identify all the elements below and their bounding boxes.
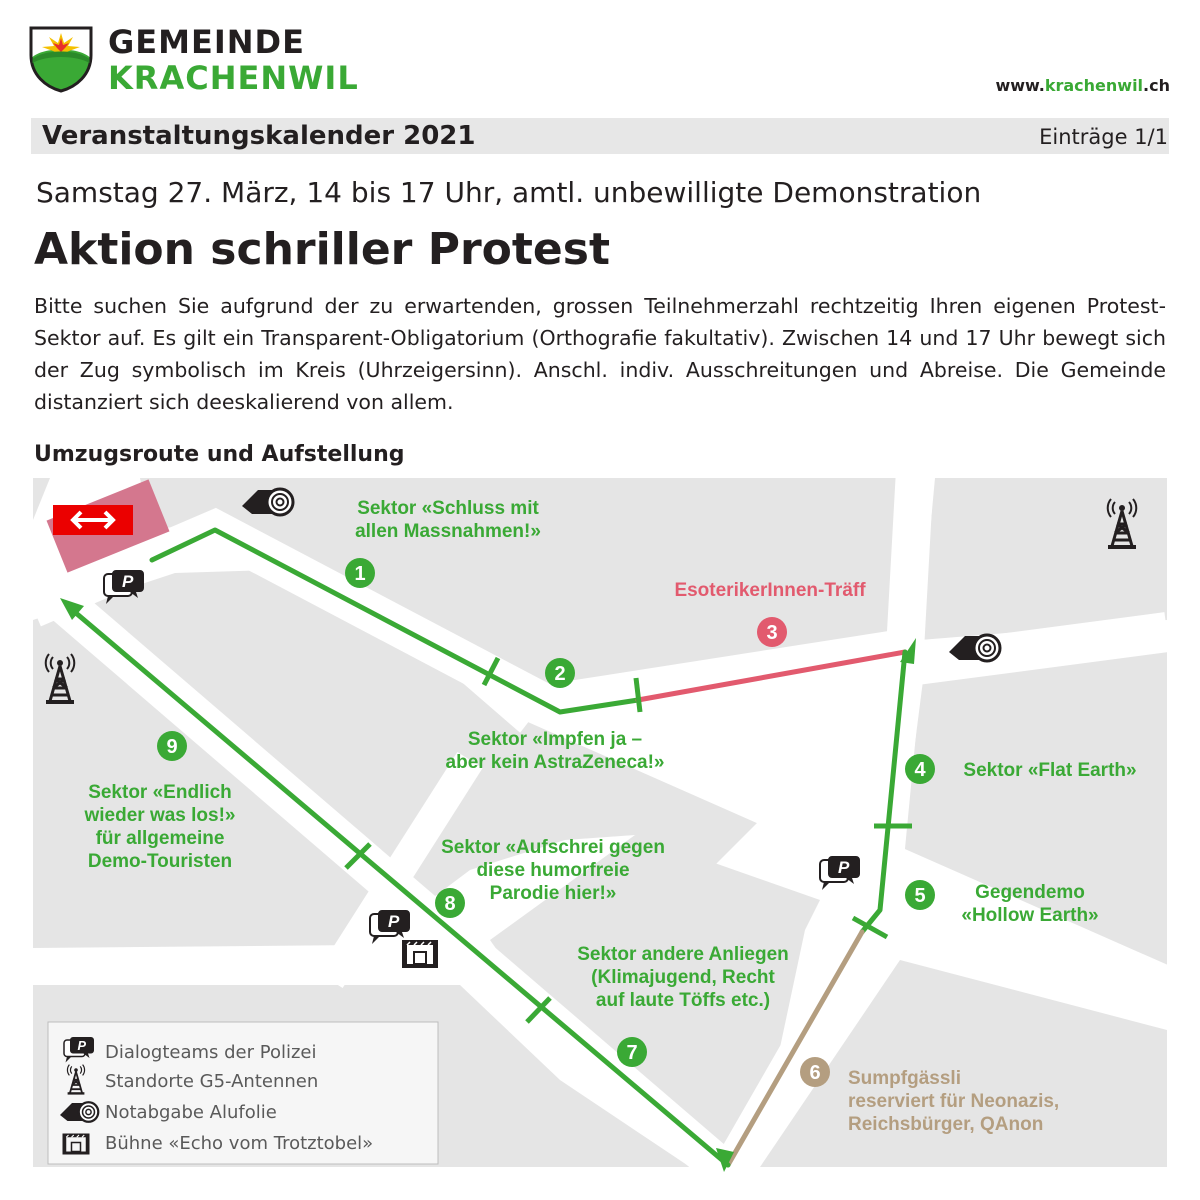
sector-1-number: 1	[354, 563, 366, 585]
sector-3-number: 3	[766, 622, 778, 644]
website-suffix: .ch	[1143, 76, 1170, 95]
map-legend	[48, 1022, 438, 1164]
police-dialog-icon	[370, 910, 410, 944]
sector-7-number: 7	[626, 1042, 638, 1064]
entry-counter: Einträge 1/1	[1039, 125, 1168, 149]
sector-6-label-line: Sumpfgässli	[848, 1068, 961, 1089]
sector-8-label-line: Sektor «Aufschrei gegen	[441, 837, 665, 858]
route-map: P 123456789 Sektor «Schluss mit allen Massnahmen!»Sektor «Impfen ja – aber kein AstraZeneca!»EsoterikerInnen-TräffSektor «Flat Earth»Gegendemo «Hollow Earth»Sumpfgässli reserviert für Neonazis, Reichsbürger, QAnonSektor andere Anliegen (Klimajugend, Recht auf laute Töffs etc.)Sektor «Aufschrei gegen diese humorfreie Parodie hier!»Sektor «Endlich wieder was los!» für allgemeine Demo-Touristen Dialogteams der Polizei Standorte G5-Antennen Notabgabe Alufolie Bühne «Echo vom Trotztobel»	[0, 0, 1200, 1200]
website-prefix: www.	[995, 76, 1045, 95]
legend-label: Bühne «Echo vom Trotztobel»	[105, 1133, 374, 1154]
sector-9-number: 9	[166, 736, 178, 758]
sector-2-number: 2	[554, 663, 566, 685]
event-title: Aktion schriller Protest	[34, 224, 610, 275]
sector-8-number: 8	[444, 893, 456, 915]
sector-9-label-line: für allgemeine	[95, 828, 225, 849]
sector-5-label-line: «Hollow Earth»	[961, 905, 1099, 926]
sector-7-label-line: auf laute Töffs etc.)	[595, 990, 771, 1011]
sector-6-label-line: Reichsbürger, QAnon	[848, 1114, 1044, 1135]
sector-3-label-line: EsoterikerInnen-Träff	[674, 580, 866, 601]
route-heading: Umzugsroute und Aufstellung	[34, 442, 405, 467]
brand-line-1: GEMEINDE	[108, 23, 305, 61]
sector-3-label	[674, 580, 866, 601]
sector-7-label-line: Sektor andere Anliegen	[577, 944, 789, 965]
sector-1-label-line: Sektor «Schluss mit	[357, 498, 539, 519]
sector-9-label-line: Demo-Touristen	[87, 851, 233, 872]
foil-roll-icon	[949, 635, 1000, 661]
sector-7-label	[577, 944, 789, 1011]
legend-label: Standorte G5-Antennen	[105, 1071, 319, 1092]
sector-5-number: 5	[914, 885, 926, 907]
sector-9-label-line: Sektor «Endlich	[88, 782, 232, 803]
event-description: Bitte suchen Sie aufgrund der zu erwartenden, grossen Teilnehmerzahl rechtzeitig Ihren eigenen Protest-Sektor auf. Es gilt ein Transparent-Obligatorium (Orthografie fakultativ). Zwischen 14 und 17 Uhr bewegt sich der Zug symbolisch im Kreis (Uhrzeigersinn). Anschl. indiv. Ausschreitungen und Abreise. Die Gemeinde distanziert sich deeskalierend von allem.	[34, 294, 1166, 414]
sector-4-number: 4	[914, 759, 926, 781]
sector-5-label-line: Gegendemo	[975, 882, 1085, 903]
sector-6-label-line: reserviert für Neonazis,	[848, 1091, 1060, 1112]
legend-label: Dialogteams der Polizei	[105, 1042, 317, 1063]
block-northwest	[33, 478, 50, 520]
sector-7-label-line: (Klimajugend, Recht	[591, 967, 775, 988]
sector-4-label-line: Sektor «Flat Earth»	[963, 760, 1137, 781]
website-domain: krachenwil	[1044, 76, 1144, 95]
sbb-station-sign	[53, 505, 133, 535]
stage-icon	[402, 940, 438, 968]
sector-2-label-line: Sektor «Impfen ja –	[467, 729, 643, 750]
sector-9-label-line: wieder was los!»	[84, 805, 236, 826]
brand-line-2: KRACHENWIL	[108, 59, 359, 97]
sector-8-label-line: Parodie hier!»	[489, 883, 617, 904]
sector-1-label-line: allen Massnahmen!»	[355, 521, 541, 542]
police-dialog-icon	[820, 856, 860, 890]
sector-2-label-line: aber kein AstraZeneca!»	[445, 752, 665, 773]
sector-4-label	[963, 760, 1136, 781]
legend-label: Notabgabe Alufolie	[105, 1102, 277, 1123]
event-date: Samstag 27. März, 14 bis 17 Uhr, amtl. unbewilligte Demonstration	[36, 176, 982, 209]
sector-6-number: 6	[809, 1062, 821, 1084]
sector-8-label-line: diese humorfreie	[476, 860, 630, 881]
calendar-title: Veranstaltungskalender 2021	[42, 121, 476, 151]
